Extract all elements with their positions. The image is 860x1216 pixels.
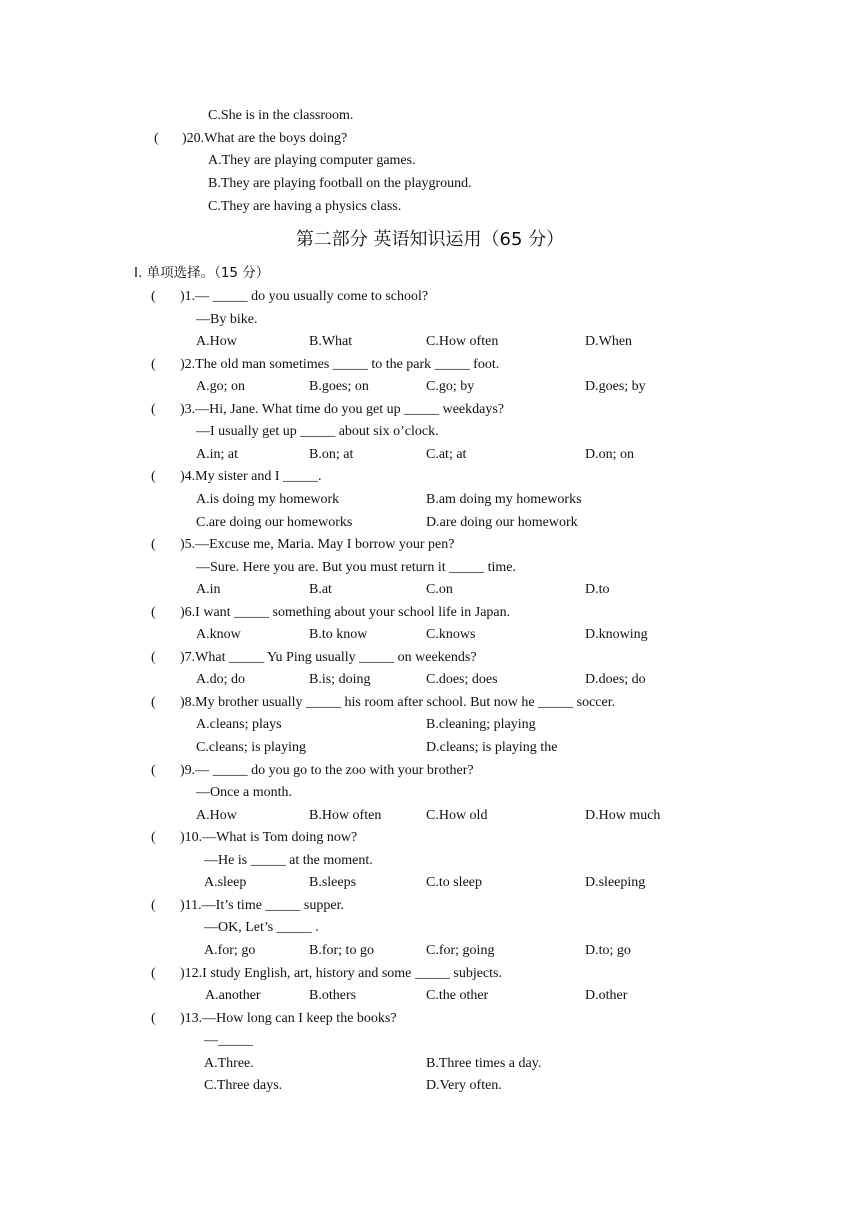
question-6-text: I want _____ something about your school life in Japan. — [195, 604, 511, 620]
question-5-reply: —Sure. Here you are. But you must return it _____ time. — [196, 559, 516, 575]
question-3-number: )3. — [180, 401, 196, 417]
question-11-number: )11. — [180, 897, 202, 913]
question-7-option-c: C.does; does — [426, 672, 498, 688]
question-7-option-b: B.is; doing — [309, 672, 371, 688]
question-8-text: My brother usually _____ his room after school. But now he _____ soccer. — [195, 694, 616, 710]
question-1-option-c: C.How often — [426, 334, 499, 350]
question-13-paren: ( — [151, 1010, 156, 1026]
question-2-option-b: B.goes; on — [309, 379, 369, 395]
question-12-paren: ( — [151, 965, 156, 981]
question-8-number: )8. — [180, 694, 196, 710]
question-8-stem — [180, 694, 615, 712]
question-9-option-d: D.How much — [585, 807, 661, 823]
question-1-option-b: B.What — [309, 334, 353, 350]
question-9-paren: ( — [151, 762, 156, 778]
question-11-text: —It’s time _____ supper. — [201, 897, 344, 913]
question-13-option-c: C.Three days. — [204, 1078, 283, 1094]
question-5-option-d: D.to — [585, 582, 610, 598]
question-3-text: —Hi, Jane. What time do you get up _____ weekdays? — [195, 401, 505, 417]
question-12-text: I study English, art, history and some _____ subjects. — [202, 965, 502, 981]
question-6-number: )6. — [180, 604, 196, 620]
question-9-reply: —Once a month. — [196, 785, 293, 801]
question-4-option-a: A.is doing my homework — [196, 491, 340, 507]
question-7-number: )7. — [180, 649, 196, 665]
question-11-paren: ( — [151, 897, 156, 913]
question-12-number: )12. — [180, 965, 203, 981]
question-12-option-d: D.other — [585, 988, 628, 1004]
question-3-option-b: B.on; at — [309, 446, 354, 462]
question-1-option-a: A.How — [196, 334, 237, 350]
question-9-option-a: A.How — [196, 807, 237, 823]
question-8-option-a: A.cleans; plays — [196, 717, 282, 733]
question-3-option-d: D.on; on — [585, 446, 634, 462]
question-13-option-a: A.Three. — [204, 1055, 254, 1071]
question-6-option-b: B.to know — [309, 627, 368, 643]
section-heading: Ⅰ. 单项选择。（15 分） — [134, 265, 270, 281]
question-4-stem — [180, 468, 322, 486]
question-10-paren: ( — [151, 830, 156, 846]
question-11-option-b: B.for; to go — [309, 942, 374, 958]
question-6-stem — [180, 604, 510, 622]
question-9-option-c: C.How old — [426, 807, 488, 823]
q20-stem — [182, 130, 347, 148]
question-10-number: )10. — [180, 830, 203, 846]
q20-option-b: B.They are playing football on the playground. — [208, 176, 472, 191]
question-6-option-a: A.know — [196, 627, 241, 643]
question-3-option-c: C.at; at — [426, 446, 467, 462]
question-1-reply: —By bike. — [196, 311, 258, 327]
question-10-text: —What is Tom doing now? — [202, 830, 358, 846]
question-4-option-b: B.am doing my homeworks — [426, 491, 582, 507]
question-1-paren: ( — [151, 289, 156, 304]
question-2-stem — [180, 356, 499, 374]
question-11-option-a: A.for; go — [204, 942, 256, 958]
question-3-paren: ( — [151, 401, 156, 417]
question-10-option-a: A.sleep — [204, 875, 247, 891]
question-6-option-d: D.knowing — [585, 627, 648, 643]
question-5-number: )5. — [180, 537, 196, 553]
question-12-option-a: A.another — [205, 988, 261, 1004]
question-11-option-c: C.for; going — [426, 942, 495, 958]
q20-option-a: A.They are playing computer games. — [208, 153, 416, 168]
question-5-paren: ( — [151, 537, 156, 553]
question-10-reply: —He is _____ at the moment. — [204, 852, 373, 868]
q20-paren: ( — [154, 131, 159, 146]
q20-number: )20. — [182, 131, 205, 146]
question-4-option-c: C.are doing our homeworks — [196, 514, 353, 530]
part-title: 第二部分 英语知识运用（65 分） — [295, 229, 565, 250]
q20-option-c: C.They are having a physics class. — [208, 199, 402, 214]
question-11-option-d: D.to; go — [585, 942, 631, 958]
question-10-option-d: D.sleeping — [585, 875, 646, 891]
question-4-number: )4. — [180, 469, 196, 485]
question-2-paren: ( — [151, 356, 156, 372]
question-8-option-d: D.cleans; is playing the — [426, 740, 558, 755]
question-12-option-b: B.others — [309, 988, 357, 1004]
question-12-option-c: C.the other — [426, 988, 489, 1004]
question-7-paren: ( — [151, 649, 156, 665]
q20-text: What are the boys doing? — [204, 131, 348, 146]
question-7-option-a: A.do; do — [196, 672, 245, 688]
question-9-text: — _____ do you go to the zoo with your brother? — [195, 762, 474, 778]
question-10-option-c: C.to sleep — [426, 875, 482, 891]
question-3-option-a: A.in; at — [196, 446, 238, 462]
question-2-option-c: C.go; by — [426, 379, 475, 395]
question-11-stem — [180, 897, 344, 915]
question-13-stem — [180, 1010, 397, 1028]
question-6-option-c: C.knows — [426, 627, 476, 643]
question-2-text: The old man sometimes _____ to the park _____ foot. — [195, 356, 500, 372]
question-13-option-b: B.Three times a day. — [426, 1055, 542, 1071]
question-2-number: )2. — [180, 356, 196, 372]
question-7-stem — [180, 649, 477, 667]
question-12-stem — [180, 965, 502, 983]
question-9-option-b: B.How often — [309, 807, 382, 823]
question-3-reply: —I usually get up _____ about six o’clock. — [196, 424, 439, 440]
question-7-text: What _____ Yu Ping usually _____ on weekends? — [195, 649, 477, 665]
question-13-number: )13. — [180, 1010, 203, 1026]
question-5-option-b: B.at — [309, 582, 332, 598]
question-9-stem — [180, 762, 474, 780]
question-13-option-d: D.Very often. — [426, 1078, 502, 1094]
question-8-option-c: C.cleans; is playing — [196, 740, 307, 755]
question-2-option-a: A.go; on — [196, 379, 245, 395]
question-6-paren: ( — [151, 604, 156, 620]
question-10-stem — [180, 829, 357, 847]
question-4-paren: ( — [151, 469, 156, 485]
question-8-paren: ( — [151, 694, 156, 710]
question-4-option-d: D.are doing our homework — [426, 514, 578, 530]
question-1-text: — _____ do you usually come to school? — [195, 289, 429, 304]
question-2-option-d: D.goes; by — [585, 379, 646, 395]
question-1-stem — [180, 288, 428, 306]
question-5-option-a: A.in — [196, 582, 221, 598]
q19-option-c: C.She is in the classroom. — [208, 108, 354, 123]
question-13-reply: —_____ — [204, 1033, 253, 1049]
question-5-stem — [180, 536, 454, 554]
question-5-text: —Excuse me, Maria. May I borrow your pen? — [195, 537, 455, 553]
question-1-option-d: D.When — [585, 334, 633, 350]
question-11-reply: —OK, Let’s _____ . — [204, 920, 319, 936]
question-1-number: )1. — [180, 289, 196, 304]
question-7-option-d: D.does; do — [585, 672, 646, 688]
question-8-option-b: B.cleaning; playing — [426, 717, 536, 733]
question-3-stem — [180, 401, 504, 419]
question-10-option-b: B.sleeps — [309, 875, 357, 891]
question-13-text: —How long can I keep the books? — [202, 1010, 397, 1026]
question-5-option-c: C.on — [426, 582, 453, 598]
question-9-number: )9. — [180, 762, 196, 778]
question-4-text: My sister and I _____. — [195, 469, 322, 485]
